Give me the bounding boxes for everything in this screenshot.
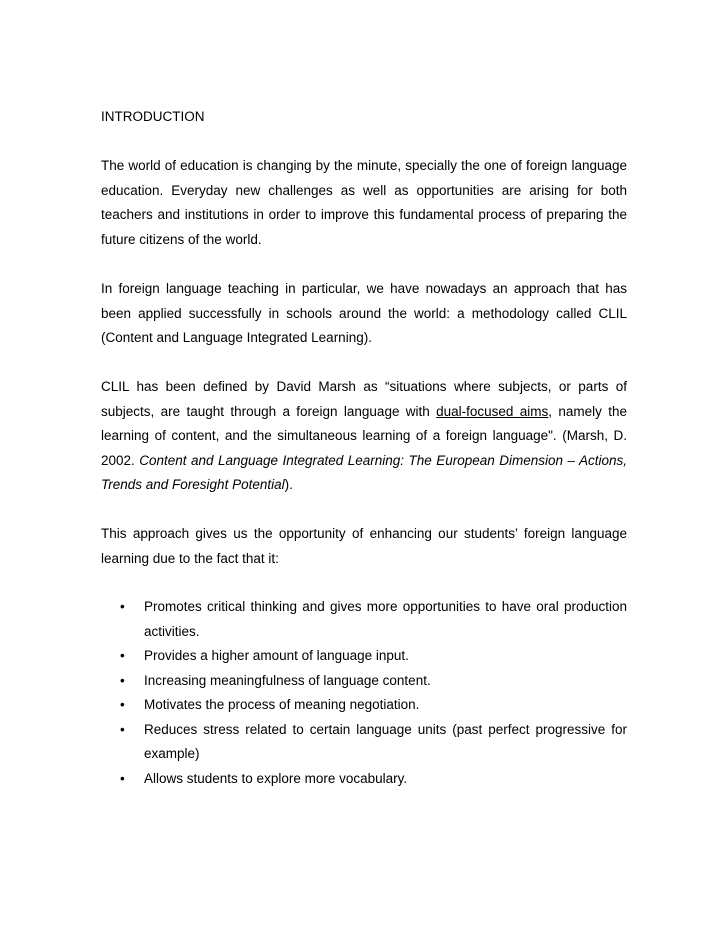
section-heading: INTRODUCTION xyxy=(101,109,205,124)
definition-text: CLIL has been defined by David Marsh as “situations where subjects, or parts of subjects, are taught through a foreign language with xyxy=(101,379,627,419)
list-item-text: Reduces stress related to certain language units (past perfect progressive for example) xyxy=(144,721,627,761)
list-item xyxy=(101,767,627,792)
bullet-icon: • xyxy=(120,721,125,737)
list-item-text: Provides a higher amount of language input. xyxy=(144,648,409,663)
definition-text-continued: , namely the learning of content, and the simultaneous learning of a foreign language". (Marsh, D. 2002. xyxy=(101,403,627,468)
dual-focused-aims-text: dual-focused aims xyxy=(436,403,549,419)
list-item xyxy=(101,693,627,718)
paragraph-benefits-intro: This approach gives us the opportunity of enhancing our students’ foreign language learning due to the fact that it: xyxy=(101,526,627,566)
citation-title: Content and Language Integrated Learning: The European Dimension – Actions, Trends and Foresight Potential xyxy=(101,452,627,492)
citation-close: ). xyxy=(284,477,293,492)
list-item-text: Promotes critical thinking and gives more opportunities to have oral production activities. xyxy=(144,599,627,639)
list-item-text: Motivates the process of meaning negotiation. xyxy=(144,697,420,712)
list-item-text: Increasing meaningfulness of language content. xyxy=(144,672,431,688)
bullet-icon: • xyxy=(120,672,125,688)
paragraph-intro: The world of education is changing by the minute, specially the one of foreign language education. Everyday new challenges as well as opportunities are arising for both teachers and institutions in order to improve this fundamental process of preparing the future citizens of the world. xyxy=(101,158,627,247)
benefits-list xyxy=(101,595,627,791)
list-item xyxy=(101,595,627,644)
list-item-text: Allows students to explore more vocabulary. xyxy=(144,770,408,786)
paragraph-clil-approach: In foreign language teaching in particular, we have nowadays an approach that has been applied successfully in schools around the world: a methodology called CLIL (Content and Language Integrated Learning). xyxy=(101,281,627,345)
bullet-icon: • xyxy=(120,599,125,614)
paragraph-clil-definition xyxy=(101,375,627,498)
bullet-icon: • xyxy=(120,648,125,663)
list-item xyxy=(101,718,627,767)
bullet-icon: • xyxy=(120,697,125,712)
bullet-icon: • xyxy=(120,770,125,786)
list-item xyxy=(101,669,627,694)
list-item xyxy=(101,644,627,669)
